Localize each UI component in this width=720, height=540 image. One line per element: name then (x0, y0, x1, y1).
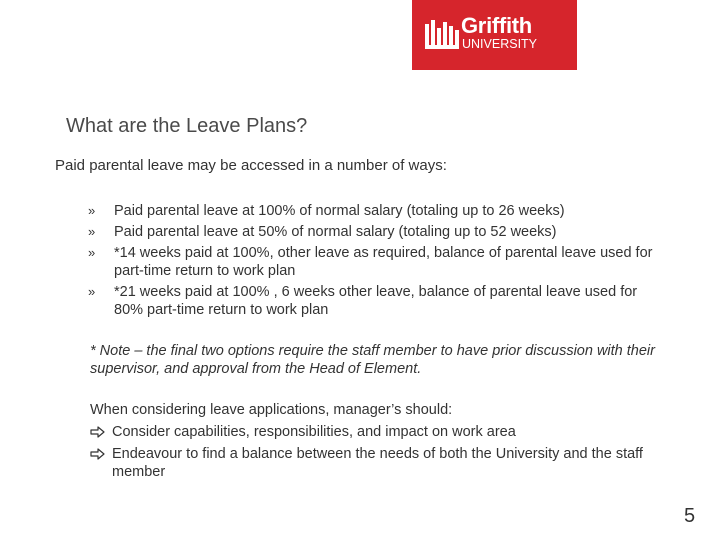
hollow-arrow-icon (90, 426, 106, 438)
brand-name: Griffith (461, 13, 532, 38)
manager-guidance (90, 401, 660, 485)
list-item-text: *14 weeks paid at 100%, other leave as required, balance of parental leave used for part-time return to work plan (114, 245, 653, 279)
guidance-list (90, 423, 660, 481)
list-item (90, 423, 660, 441)
bullet-marker: » (88, 224, 96, 239)
university-logo (412, 0, 577, 70)
approval-note: * Note – the final two options require the staff member to have prior discussion with their supervisor, and approval from the Head of Element. (90, 343, 655, 377)
brand-subtitle: UNIVERSITY (462, 37, 538, 51)
list-item (90, 445, 660, 481)
bullet-marker: » (88, 203, 96, 218)
leave-plan-list (88, 202, 663, 322)
guidance-lead: When considering leave applications, manager’s should: (90, 402, 453, 418)
list-item (88, 283, 663, 319)
list-item-text: *21 weeks paid at 100% , 6 weeks other leave, balance of parental leave used for 80% part-time return to work plan (114, 284, 638, 318)
bullet-marker: » (88, 284, 96, 299)
slide-title: What are the Leave Plans? (66, 115, 308, 137)
page-number: 5 (684, 505, 696, 527)
list-item-text: Endeavour to find a balance between the needs of both the University and the staff member (112, 446, 643, 480)
list-item-text: Consider capabilities, responsibilities, and impact on work area (112, 424, 516, 440)
list-item-text: Paid parental leave at 50% of normal salary (totaling up to 52 weeks) (114, 224, 557, 240)
list-item-text: Paid parental leave at 100% of normal salary (totaling up to 26 weeks) (114, 203, 565, 219)
griffith-logo-icon (425, 17, 459, 51)
intro-text: Paid parental leave may be accessed in a number of ways: (55, 157, 447, 174)
list-item (88, 244, 663, 280)
list-item (88, 202, 663, 220)
hollow-arrow-icon (90, 448, 106, 460)
bullet-marker: » (88, 245, 96, 260)
list-item (88, 223, 663, 241)
